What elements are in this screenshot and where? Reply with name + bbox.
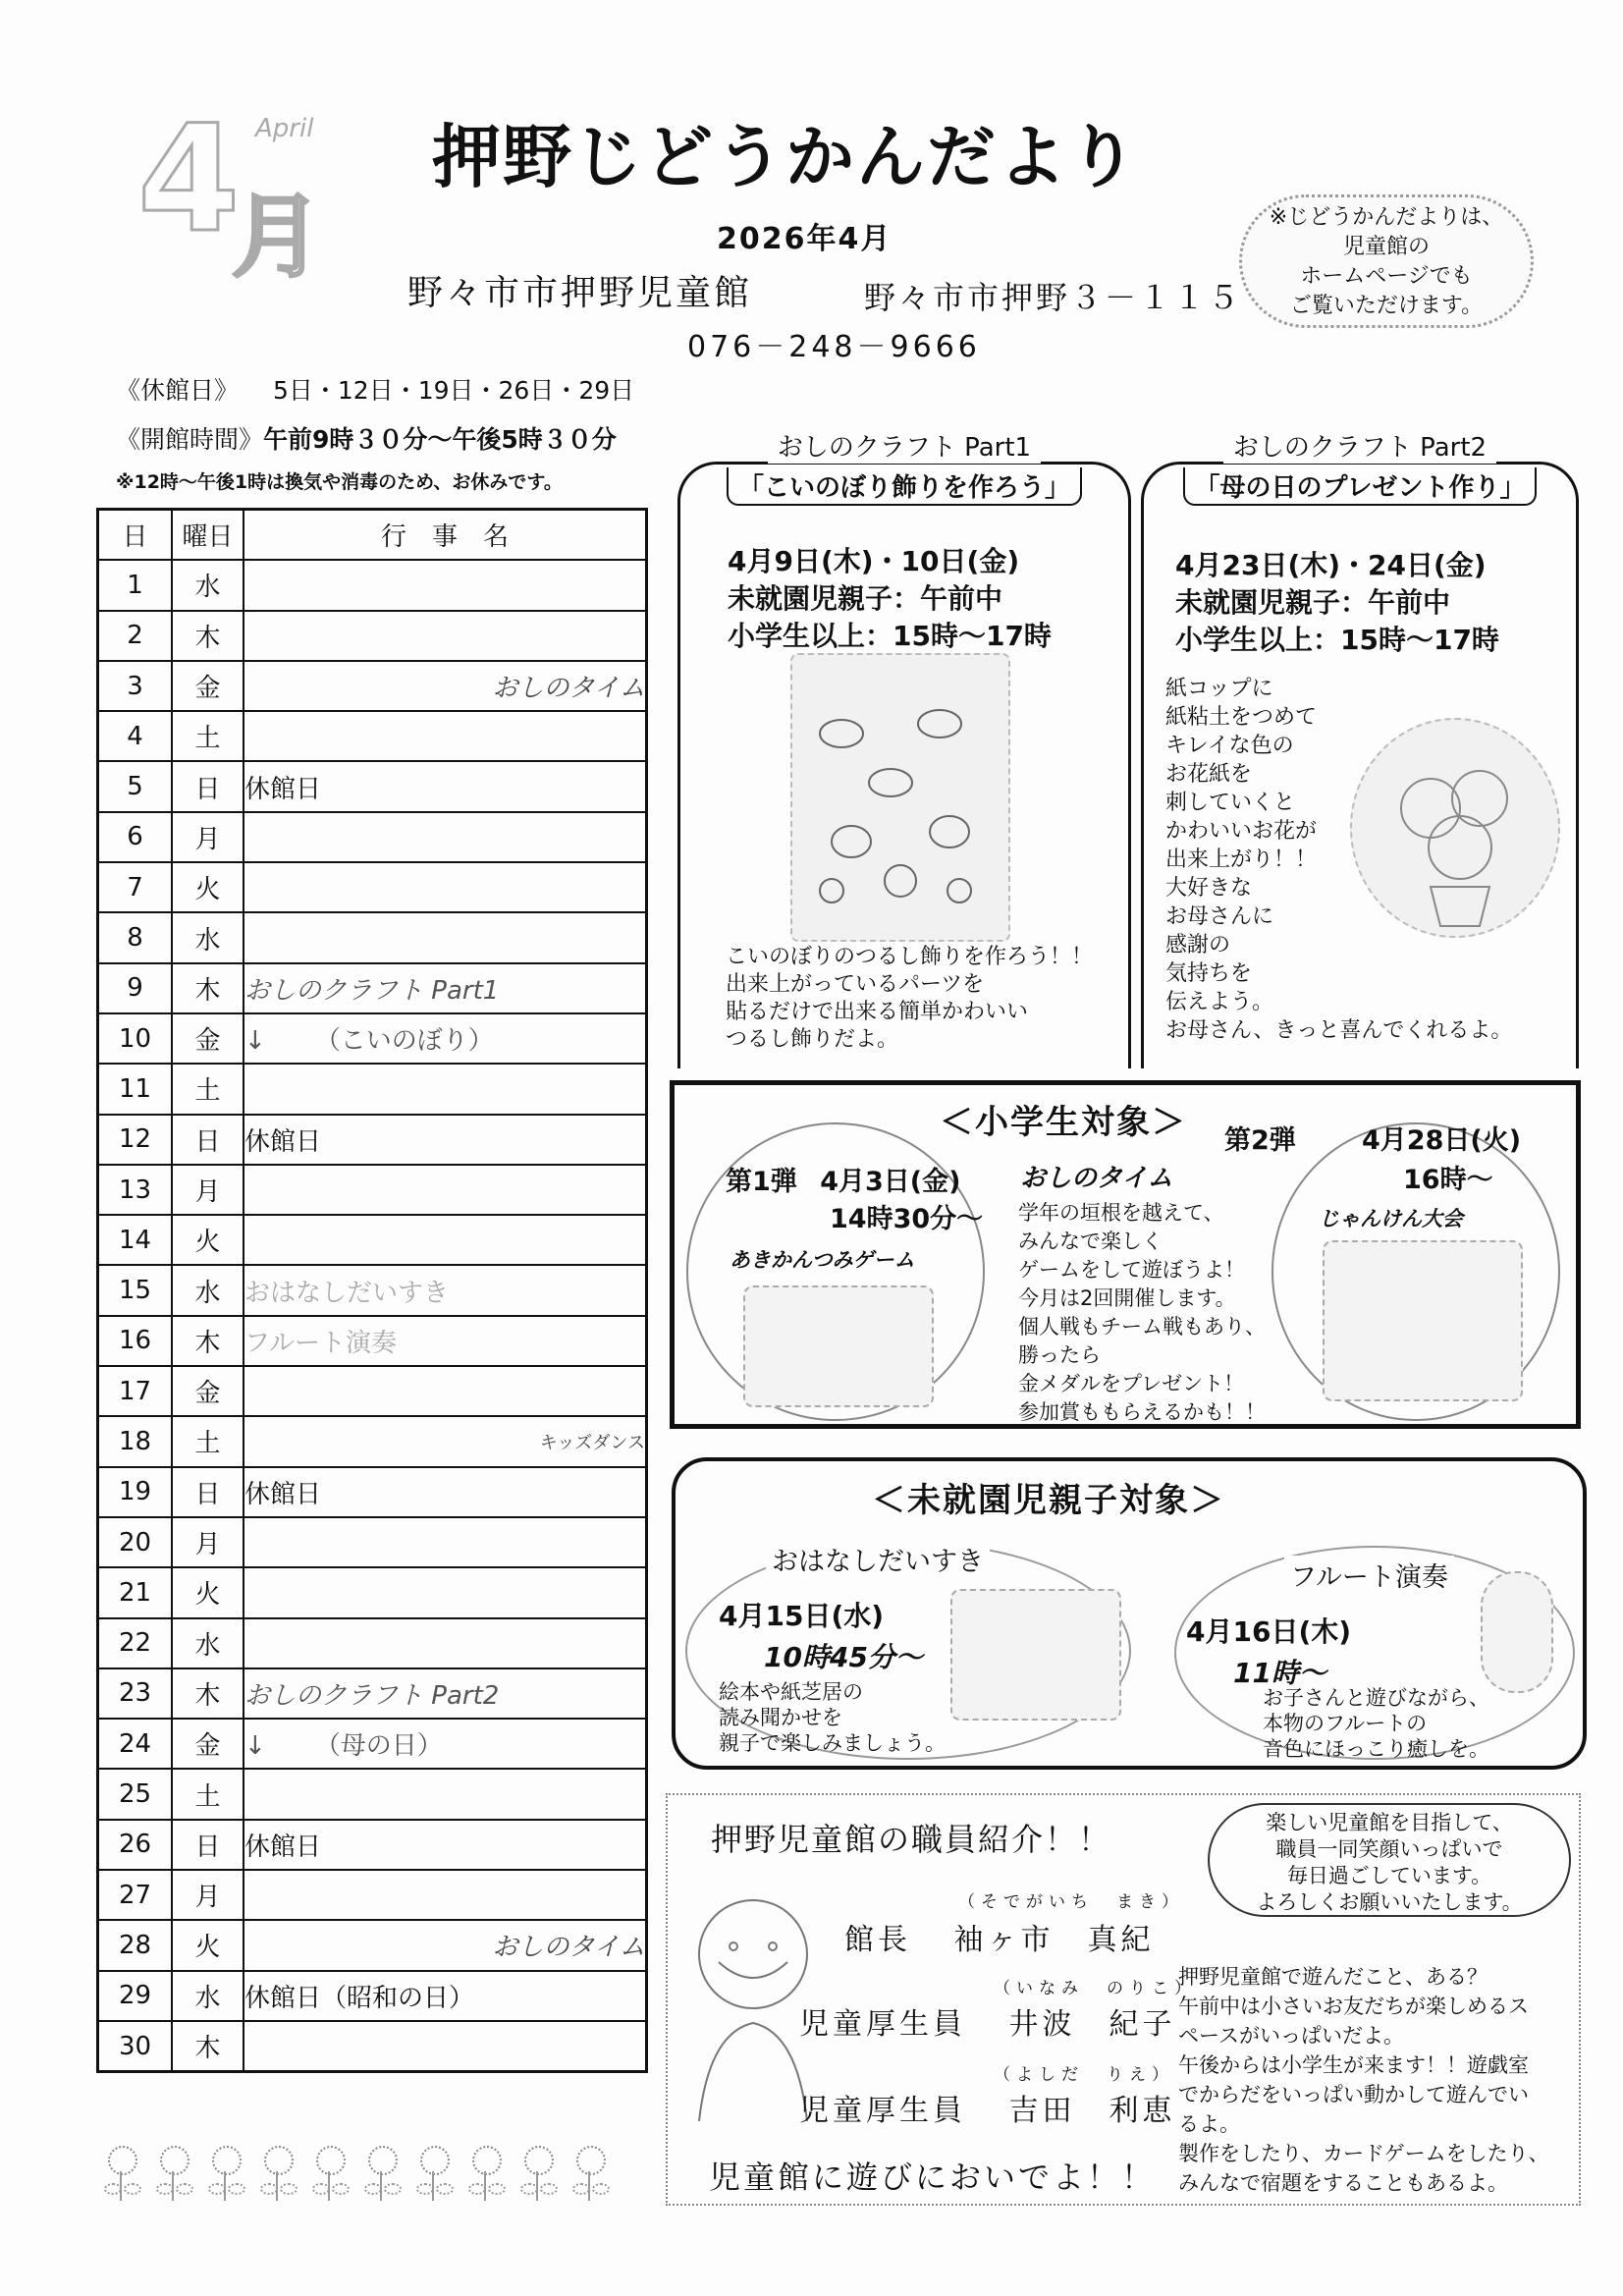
calendar-row [98,1870,647,1920]
staff-title: 押野児童館の職員紹介！！ [711,1821,1112,1858]
calendar-event [243,1517,647,1567]
calendar-row [98,1920,647,1970]
tulip-icon [514,2146,560,2209]
calendar-weekday: 月 [172,812,243,862]
staff-director [844,1915,1155,1958]
calendar-weekday: 火 [172,1215,243,1265]
flute-title: フルート演奏 [1284,1556,1454,1594]
staff-footer: 児童館に遊びにおいでよ！！ [709,2159,1157,2196]
calendar-row [98,1618,647,1668]
down-arrow-icon: ↓ [244,1731,266,1762]
calendar-day: 15 [98,1265,173,1315]
desc-line: 親子で楽しみましょう。 [719,1731,946,1755]
staff-name: 吉田 利恵 [1008,2094,1176,2128]
calendar-row [98,1820,647,1870]
calendar-weekday: 木 [172,2021,243,2072]
note-line: 児童館の [1342,235,1430,259]
flower-icon [1352,720,1558,936]
desc-line: 音色にほっこり癒しを。 [1263,1737,1489,1761]
calendar-day: 6 [98,812,173,862]
desc-line: 本物のフルートの [1263,1712,1428,1735]
second-round-label: 第2弾 [1224,1125,1296,1156]
calendar-header-row [98,510,647,561]
calendar-event: おしのクラフト Part2 [243,1668,647,1719]
calendar-weekday: 水 [172,1265,243,1315]
desc-line: 紙コップに [1165,677,1273,701]
org-phone: 076－248－9666 [687,330,981,364]
calendar-event [243,812,647,862]
message-line: 押野児童館で遊んだこと、ある？ [1178,1965,1488,1989]
bubble-line: 職員一同笑顔いっぱいで [1275,1837,1503,1861]
calendar-event: 休館日 [243,1820,647,1870]
calendar-event: フルート演奏 [243,1316,647,1366]
calendar-day: 11 [98,1064,173,1114]
calendar-event [243,1567,647,1617]
flute-player-illustration [1481,1571,1553,1693]
desc-line: 刺していくと [1165,791,1296,815]
calendar-weekday: 木 [172,1668,243,1719]
desc-line: 金メダルをプレゼント！ [1018,1372,1245,1395]
staff-role: 児童厚生員 [799,2007,966,2042]
craft-part1-box [677,433,1131,1068]
calendar-weekday: 水 [172,560,243,610]
org-address: 野々市市押野３－１１５ [864,279,1243,316]
calendar-row [98,1567,647,1617]
calendar-day: 18 [98,1416,173,1466]
calendar-weekday: 土 [172,1064,243,1114]
calendar-row [98,1517,647,1567]
calendar-weekday: 金 [172,1719,243,1769]
oshino-time-label: おしのタイム [1020,1164,1173,1193]
calendar-row [98,2021,647,2072]
tulip-icon [150,2146,195,2209]
desc-line: お花紙を [1165,762,1253,787]
flower-border-decoration [98,2146,648,2214]
note-line: ホームページでも [1300,264,1473,289]
calendar-event: キッズダンス [243,1416,647,1466]
calendar-weekday: 日 [172,761,243,811]
calendar-row [98,1668,647,1719]
calendar-row [98,1719,647,1769]
calendar-row [98,761,647,811]
calendar-row [98,1013,647,1064]
note-line: ※じどうかんだよりは、 [1269,205,1504,230]
message-line: るよ。 [1178,2112,1240,2136]
month-badge [137,94,334,312]
elementary-title: ＜小学生対象＞ [940,1103,1187,1142]
message-line: 午前中は小さいお友だちが楽しめるス [1178,1995,1529,2018]
janken-label: じゃんけん大会 [1319,1207,1463,1230]
calendar-day: 20 [98,1517,173,1567]
staff-name: 井波 紀子 [1008,2007,1176,2042]
calendar-weekday: 火 [172,862,243,912]
calendar-row [98,1265,647,1315]
calendar-event: 休館日 [243,761,647,811]
desc-line: キレイな色の [1165,734,1294,758]
desc-line: 出来上がっているパーツを [726,972,985,997]
calendar-row [98,1115,647,1165]
staff-member-3 [799,2086,1176,2129]
calendar-day: 22 [98,1618,173,1668]
calendar-event: 休館日（昭和の日） [243,1971,647,2021]
bubble-line: よろしくお願いいたします。 [1256,1890,1523,1914]
bubble-line: 毎日過ごしています。 [1286,1864,1492,1887]
calendar-event [243,1366,647,1416]
calendar-day: 26 [98,1820,173,1870]
desc-line: 感謝の [1165,933,1231,957]
calendar-row [98,611,647,661]
calendar-day: 1 [98,560,173,610]
calendar-row [98,1215,647,1265]
calendar-day: 24 [98,1719,173,1769]
calendar-day: 19 [98,1467,173,1517]
calendar-day: 25 [98,1769,173,1819]
calendar-event [243,1064,647,1114]
story-date: 4月15日(水) [719,1600,885,1632]
second-round-date: 4月28日(火) [1362,1125,1522,1156]
desc-line: かわいいお花が [1165,819,1318,844]
story-time: 10時45分～ [764,1641,923,1673]
tulip-icon [98,2146,143,2209]
calendar-row [98,1769,647,1819]
calendar-weekday: 水 [172,1618,243,1668]
calendar-day: 12 [98,1115,173,1165]
koinobori-decoration-photo [790,653,1010,942]
calendar-weekday: 木 [172,1316,243,1366]
calendar-day: 8 [98,912,173,962]
tulip-icon [306,2146,352,2209]
desc-line: 貼るだけで出来る簡単かわいい [726,1000,1029,1024]
month-kanji: 月 [232,185,323,290]
calendar-row [98,1316,647,1366]
desc-line: 勝ったら [1018,1343,1101,1367]
craft-part2-box [1141,433,1579,1068]
desc-line: 絵本や紙芝居の [719,1680,863,1704]
calendar-event [243,862,647,912]
ruby-staff-3: （よしだ りえ） [994,2065,1174,2085]
calendar-event: おしのクラフト Part1 [243,963,647,1013]
calendar-row [98,1165,647,1215]
craft-part2-title: おしのクラフト Part2 [1223,427,1496,464]
calendar-row [98,812,647,862]
calendar-weekday: 金 [172,1366,243,1416]
craft-part1-preschool: 未就園児親子：午前中 [728,582,1003,615]
craft-part2-preschool: 未就園児親子：午前中 [1175,586,1451,619]
note-line: ご覧いただけます。 [1289,294,1484,318]
calendar-row [98,1416,647,1466]
calendar-day: 13 [98,1165,173,1215]
first-round-date: 4月3日(金) [820,1167,961,1197]
calendar-weekday: 月 [172,1517,243,1567]
message-line: みんなで宿題をすることもあるよ。 [1178,2171,1508,2195]
calendar-row [98,560,647,610]
can-stacking-illustration [743,1285,934,1407]
craft-part1-title: おしのクラフト Part1 [768,427,1041,464]
calendar-weekday: 木 [172,963,243,1013]
calendar-weekday: 水 [172,912,243,962]
hours-label: 《開館時間》 [116,425,264,454]
message-line: 製作をしたり、カードゲームをしたり、 [1178,2142,1549,2165]
month-number: 4 [137,94,241,265]
calendar-weekday: 日 [172,1115,243,1165]
issue-date: 2026年4月 [717,222,893,256]
calendar-day: 4 [98,711,173,761]
desc-line: お母さんに [1165,904,1274,929]
staff-role: 児童厚生員 [799,2094,966,2128]
animals-reading-illustration [950,1589,1121,1721]
tulip-icon [462,2146,508,2209]
calendar-weekday: 月 [172,1165,243,1215]
calendar-event: おはなしだいすき [243,1265,647,1315]
event-calendar [96,508,648,2073]
tulip-icon [410,2146,456,2209]
ruby-staff-2: （いなみ のりこ） [994,1979,1197,1998]
story-title: おはなしだいすき [766,1540,990,1578]
desc-line: 個人戦もチーム戦もあり、 [1018,1315,1266,1339]
elementary-description [1018,1199,1266,1427]
calendar-day: 23 [98,1668,173,1719]
desc-line: お子さんと遊びながら、 [1263,1686,1489,1710]
calendar-weekday: 月 [172,1870,243,1920]
calendar-day: 9 [98,963,173,1013]
staff-member-2 [799,1999,1176,2043]
calendar-row [98,912,647,962]
calendar-day: 5 [98,761,173,811]
calendar-day: 3 [98,661,173,711]
desc-line: 大好きな [1165,876,1253,901]
craft-part2-subtitle: 「母の日のプレゼント作り」 [1183,467,1538,506]
staff-role: 館長 [844,1923,911,1957]
hours-note: ※12時～午後1時は換気や消毒のため、お休みです。 [116,471,563,493]
preschool-title: ＜未就園児親子対象＞ [872,1481,1225,1520]
craft-part1-elementary: 小学生以上：15時～17時 [728,620,1052,652]
message-line: ペースがいっぱいだよ。 [1178,2024,1404,2048]
calendar-row [98,1971,647,2021]
staff-intro-box [666,1793,1581,2206]
calendar-event [243,1215,647,1265]
event-sub-label: （母の日） [314,1731,443,1762]
message-line: 午後からは小学生が来ます！！遊戯室 [1178,2053,1529,2077]
calendar-event: 休館日 [243,1115,647,1165]
desc-line: 読み聞かせを [719,1706,842,1729]
calendar-event [243,560,647,610]
desc-line: ゲームをして遊ぼうよ！ [1018,1258,1245,1282]
calendar-weekday: 日 [172,1820,243,1870]
tulip-icon [202,2146,247,2209]
org-name: 野々市市押野児童館 [407,273,753,313]
elementary-event-box [670,1080,1581,1429]
calendar-event [243,711,647,761]
calendar-day: 30 [98,2021,173,2072]
calendar-event: おしのタイム [243,661,647,711]
tulip-icon [567,2146,612,2209]
header-weekday: 曜日 [172,510,243,561]
desc-line: 学年の垣根を越えて、 [1018,1201,1224,1225]
flute-description [1263,1685,1489,1762]
calendar-weekday: 水 [172,1971,243,2021]
header-day: 日 [98,510,173,561]
calendar-day: 27 [98,1870,173,1920]
calendar-event [243,1769,647,1819]
calendar-day: 7 [98,862,173,912]
calendar-weekday: 土 [172,1416,243,1466]
newsletter-title: 押野じどうかんだより [432,117,1139,197]
calendar-event [243,2021,647,2072]
calendar-day: 10 [98,1013,173,1064]
desc-line: みんなで楽しく [1018,1230,1163,1253]
calendar-event [243,1870,647,1920]
flute-date: 4月16日(木) [1186,1615,1352,1648]
calendar-day: 14 [98,1215,173,1265]
craft-part1-description [726,944,1093,1054]
calendar-weekday: 土 [172,1769,243,1819]
desc-line: 伝えよう。 [1165,990,1274,1014]
calendar-weekday: 木 [172,611,243,661]
calendar-day: 29 [98,1971,173,2021]
closed-days-label: 《休館日》 [116,376,240,405]
calendar-weekday: 日 [172,1467,243,1517]
calendar-weekday: 土 [172,711,243,761]
calendar-weekday: 火 [172,1920,243,1970]
staff-message [1178,1962,1571,2198]
staff-speech-bubble [1208,1803,1571,1917]
desc-line: 出来上がり！！ [1165,847,1318,872]
staff-name: 袖ヶ市 真紀 [953,1923,1155,1957]
desc-line: 参加賞ももらえるかも！！ [1018,1400,1266,1424]
calendar-event [243,912,647,962]
craft-part1-schedule [728,543,1052,655]
calendar-event: おしのタイム [243,1920,647,1970]
month-english: April [255,114,314,143]
bubble-line: 楽しい児童館を目指して、 [1266,1811,1513,1834]
calendar-row [98,1366,647,1416]
calendar-day: 17 [98,1366,173,1416]
calendar-event [243,1719,647,1769]
calendar-row [98,1467,647,1517]
preschool-event-box [672,1457,1587,1770]
craft-part2-schedule [1175,547,1499,659]
craft-part1-dates: 4月9日(木)・10日(金) [728,545,1020,577]
calendar-row [98,963,647,1013]
calendar-weekday: 金 [172,1013,243,1064]
desc-line: つるし飾りだよ。 [726,1027,899,1052]
calendar-day: 21 [98,1567,173,1617]
first-round-time: 14時30分～ [830,1204,984,1234]
craft-part2-elementary: 小学生以上：15時～17時 [1175,624,1499,656]
calendar-day: 16 [98,1316,173,1366]
homepage-note-cloud [1239,194,1534,328]
craft-part2-dates: 4月23日(木)・24日(金) [1175,549,1487,581]
header-event: 行 事 名 [243,510,647,561]
event-sub-label: （こいのぼり） [314,1026,494,1057]
koinobori-icon [792,655,1008,940]
craft-part1-heading [680,427,1128,506]
desc-line: 気持ちを [1165,961,1253,986]
desc-line: こいのぼりのつるし飾りを作ろう！！ [726,945,1094,969]
desc-line: お母さん、きっと喜んでくれるよ。 [1165,1018,1513,1043]
message-line: でからだをいっぱい動かして遊んでい [1178,2083,1529,2106]
craft-part1-subtitle: 「こいのぼり飾りを作ろう」 [727,467,1082,506]
flute-time: 11時～ [1233,1657,1326,1689]
tulip-icon [254,2146,299,2209]
closed-days-value: 5日・12日・19日・26日・29日 [273,376,635,405]
calendar-event [243,1013,647,1064]
calendar-day: 2 [98,611,173,661]
first-round-heading [726,1160,960,1198]
down-arrow-icon: ↓ [244,1026,266,1057]
ruby-director: （そでがいち まき） [958,1892,1184,1912]
calendar-row [98,711,647,761]
first-round-label: 第1弾 [726,1167,797,1197]
calendar-row [98,862,647,912]
calendar-event: 休館日 [243,1467,647,1517]
first-round-game: あきかんつみゲーム [730,1248,915,1272]
second-round-time: 16時～ [1403,1165,1493,1195]
calendar-weekday: 火 [172,1567,243,1617]
calendar-weekday: 金 [172,661,243,711]
closed-days [116,371,634,407]
janken-illustration [1323,1240,1523,1401]
calendar-day: 28 [98,1920,173,1970]
tulip-icon [358,2146,404,2209]
calendar-row [98,1064,647,1114]
calendar-row [98,661,647,711]
hours-value: 午前9時３０分～午後5時３０分 [263,425,617,454]
desc-line: 今月は2回開催します。 [1018,1286,1236,1310]
craft-part2-heading [1144,427,1576,506]
desc-line: 紙粘土をつめて [1165,705,1318,730]
paper-flower-photo [1350,718,1560,938]
story-description [719,1679,946,1756]
calendar-event [243,1618,647,1668]
opening-hours [116,420,617,456]
calendar-event [243,611,647,661]
calendar-event [243,1165,647,1215]
